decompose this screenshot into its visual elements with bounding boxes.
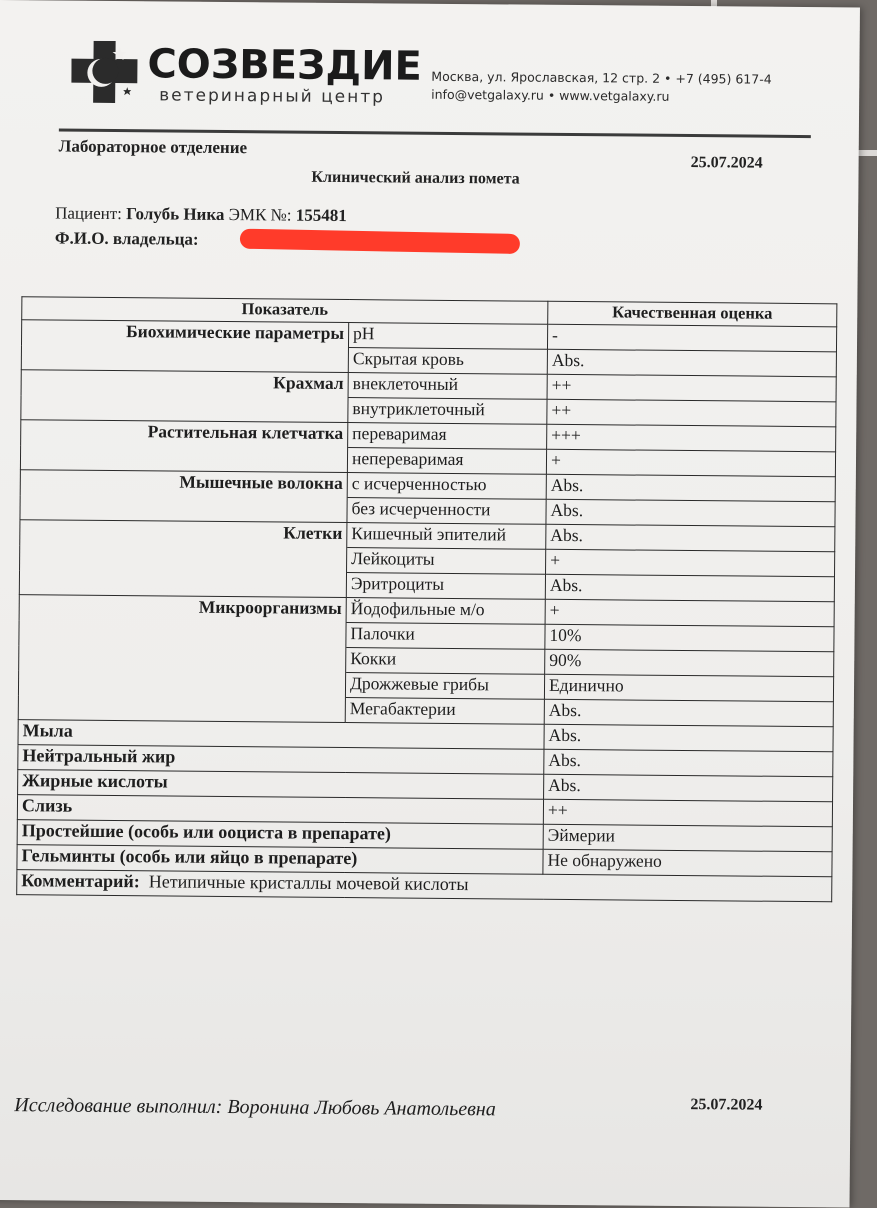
group-label: [21, 395, 348, 423]
sub-label: Мегабактерии: [345, 698, 544, 725]
performer-name: Воронина Любовь Анатольевна: [227, 1096, 496, 1121]
group-label: [19, 620, 346, 648]
performed-by-label: Исследование выполнил: [14, 1094, 216, 1118]
value-cell: Abs.: [544, 774, 833, 802]
group-label: [20, 545, 347, 573]
brand-name: СОЗВЕЗДИЕ: [147, 41, 423, 90]
simple-label: Жирные кислоты: [18, 770, 544, 800]
simple-label: Слизь: [17, 795, 543, 825]
value-cell: Abs.: [545, 574, 834, 602]
value-cell: ++: [547, 399, 836, 427]
document-title: Клинический анализ помета: [311, 168, 520, 188]
sub-label: с исчерченностью: [347, 473, 546, 500]
group-label: Клетки: [20, 520, 347, 548]
value-cell: Abs.: [544, 724, 833, 752]
group-label: [19, 570, 346, 598]
sub-label: без исчерченности: [347, 498, 546, 525]
value-cell: ++: [547, 374, 836, 402]
redaction-mark: [240, 229, 520, 254]
value-cell: Abs.: [546, 499, 835, 527]
clinic-contact: [431, 68, 871, 108]
value-cell: ++: [543, 799, 832, 827]
patient-name: Голубь Ника: [126, 204, 225, 224]
owner-label: Ф.И.О. владельца:: [54, 228, 199, 249]
sub-label: непереваримая: [347, 448, 546, 475]
sub-label: Палочки: [346, 623, 545, 650]
simple-label: Мыла: [18, 720, 544, 750]
value-cell: +: [545, 599, 834, 627]
group-label: [18, 695, 345, 723]
sub-label: Кокки: [346, 648, 545, 675]
group-label: [19, 645, 346, 673]
value-cell: Abs.: [546, 474, 835, 502]
value-cell: Abs.: [547, 349, 836, 377]
document-date: 25.07.2024: [690, 154, 763, 172]
value-cell: +: [546, 449, 835, 477]
value-cell: Abs.: [546, 524, 835, 552]
clinic-logo-icon: [71, 41, 140, 104]
results-table: [16, 296, 837, 902]
emk-number: 155481: [295, 205, 347, 226]
sub-label: Йодофильные м/о: [346, 598, 545, 625]
value-cell: 10%: [545, 624, 834, 652]
patient-line: [55, 203, 347, 226]
simple-label: Гельминты (особь или яйцо в препарате): [17, 845, 543, 875]
clinic-address: Москва, ул. Ярославская, 12 стр. 2 • +7 (495) 617-4: [431, 68, 772, 87]
sub-label: внутриклеточный: [348, 398, 547, 425]
sub-label: Лейкоциты: [347, 548, 546, 575]
group-label: [20, 495, 347, 523]
group-label: [20, 445, 347, 473]
comment-text: Нетипичные кристаллы мочевой кислоты: [148, 871, 469, 895]
value-cell: Abs.: [544, 749, 833, 777]
sub-label: Скрытая кровь: [348, 348, 547, 375]
sub-label: Эритроциты: [346, 573, 545, 600]
emk-label: ЭМК №:: [228, 205, 292, 225]
performed-by-line: Исследование выполнил: Воронина Любовь Анатольевна: [14, 1094, 496, 1121]
sub-label: Кишечный эпителий: [347, 523, 546, 550]
department-label: Лабораторное отделение: [58, 136, 248, 158]
col-indicator-header: Показатель: [22, 297, 548, 325]
comment-label: Комментарий:: [21, 870, 140, 892]
brand-subtitle: ветеринарный центр: [159, 85, 386, 108]
sub-label: Дрожжевые грибы: [345, 673, 544, 700]
value-cell: Единично: [544, 674, 833, 702]
group-label: Крахмал: [21, 370, 348, 398]
signature-date: 25.07.2024: [690, 1096, 763, 1114]
value-cell: 90%: [545, 649, 834, 677]
value-cell: +: [546, 549, 835, 577]
sub-label: внеклеточный: [348, 373, 547, 400]
sub-label: переваримая: [348, 423, 547, 450]
simple-label: Простейшие (особь или ооциста в препарате): [17, 820, 543, 850]
group-label: Мышечные волокна: [20, 470, 347, 498]
value-cell: -: [547, 324, 836, 352]
simple-label: Нейтральный жир: [18, 745, 544, 775]
clinic-logo: [71, 37, 423, 120]
value-cell: +++: [547, 424, 836, 452]
group-label: Растительная клетчатка: [21, 420, 348, 448]
group-label: Микроорганизмы: [19, 595, 346, 623]
clinic-web: info@vetgalaxy.ru • www.vetgalaxy.ru: [431, 86, 670, 104]
group-label: [21, 345, 348, 373]
value-cell: Не обнаружено: [543, 849, 832, 877]
group-label: Биохимические параметры: [21, 320, 348, 348]
group-label: [18, 670, 345, 698]
value-cell: Abs.: [544, 699, 833, 727]
value-cell: Эймерии: [543, 824, 832, 852]
patient-label: Пациент:: [55, 203, 123, 224]
sub-label: pH: [348, 323, 547, 350]
col-assessment-header: Качественная оценка: [548, 301, 837, 327]
